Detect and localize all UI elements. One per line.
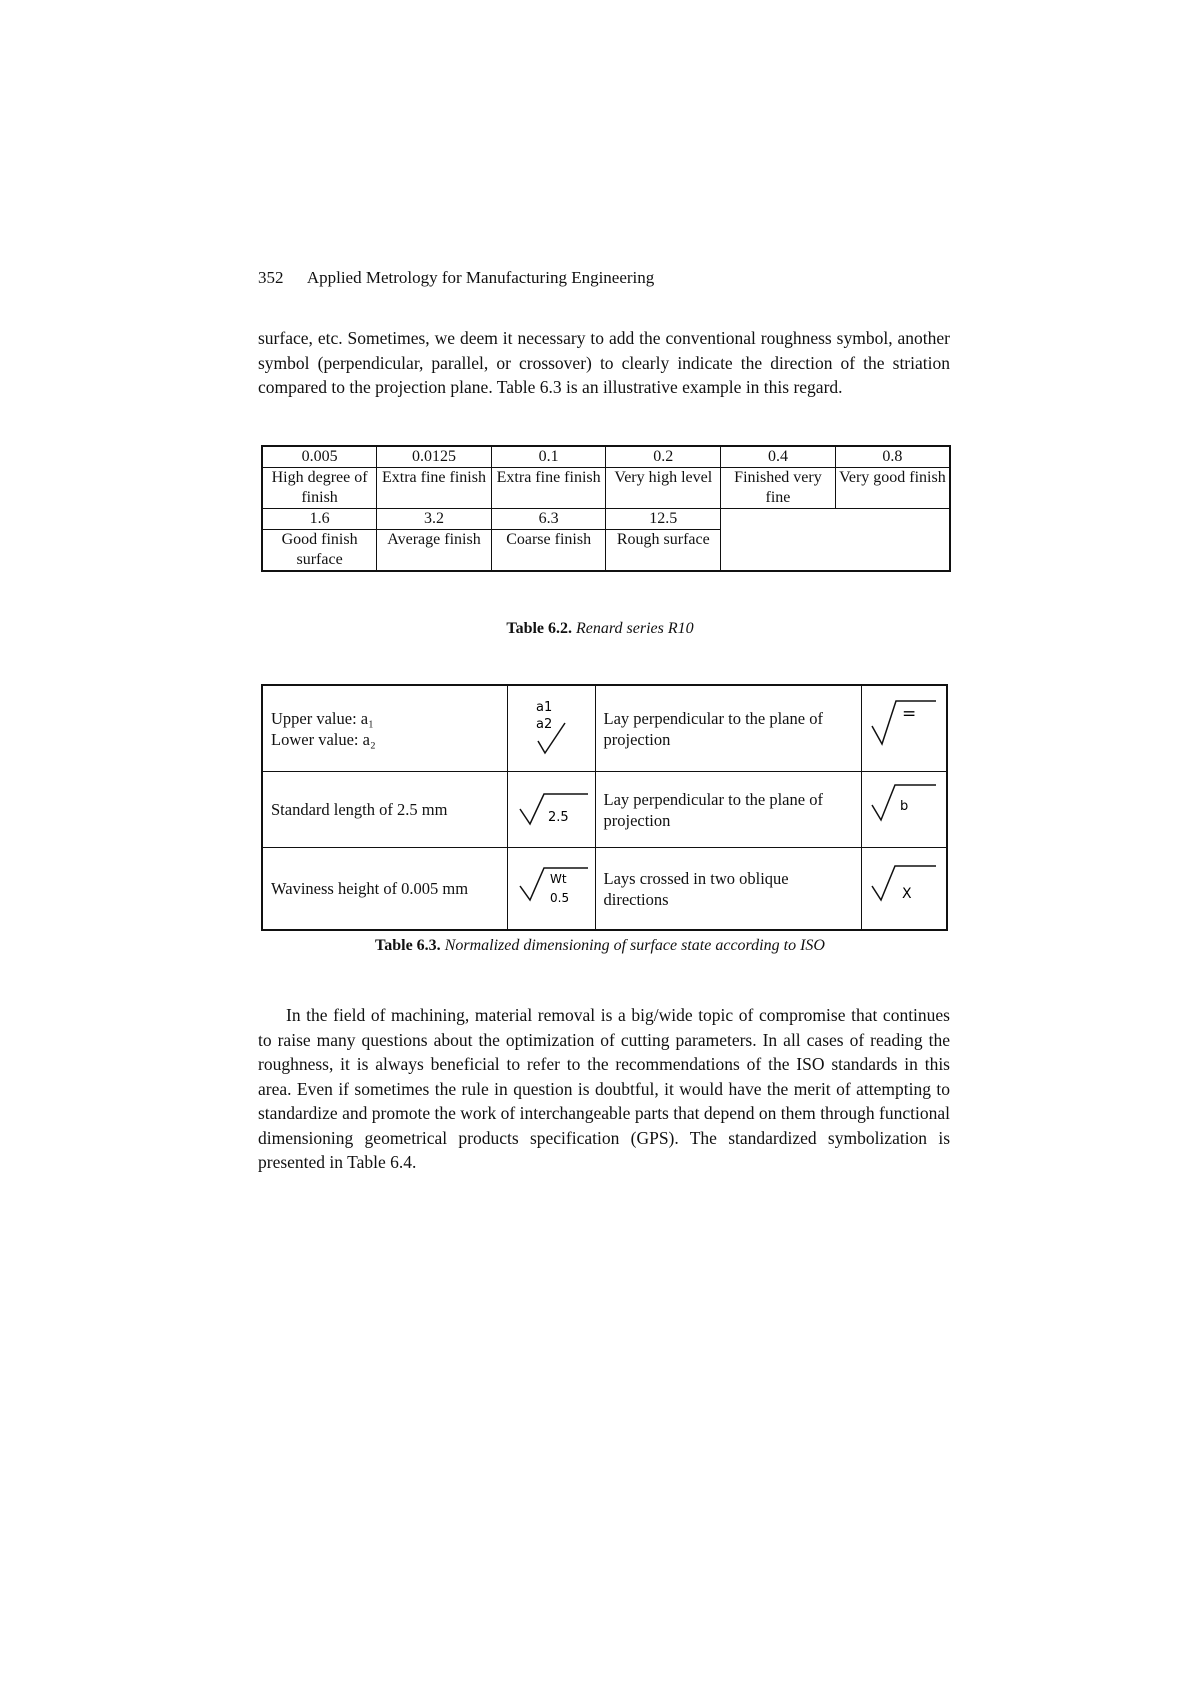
paragraph-intro: surface, etc. Sometimes, we deem it necessary to add the conventional roughness symbol, another symbol (perpendicular, parallel, or crossover) to clearly indicate the direction of the striation compared to the projection plane. Table 6.3 is an illustrative example in this regard.: [258, 328, 950, 397]
table-cell: 0.8: [835, 446, 950, 468]
table-cell: High degree of finish: [262, 468, 377, 509]
table-row: [262, 848, 947, 931]
table-cell: Good finish surface: [262, 530, 377, 572]
caption-label: Table 6.3.: [375, 937, 441, 954]
description-cell: [262, 772, 507, 848]
table-cell: Finished very fine: [721, 468, 836, 509]
table-cell: 6.3: [491, 509, 606, 530]
symbol-text: a1: [535, 700, 552, 715]
table-cell: 3.2: [377, 509, 492, 530]
table-cell: Extra fine finish: [491, 468, 606, 509]
table-caption-6-3: [0, 937, 1200, 955]
table-cell: 0.005: [262, 446, 377, 468]
waviness-symbol-icon: [508, 848, 596, 924]
lay-symbol-cell: [861, 848, 947, 931]
roughness-symbol-cell: [507, 772, 595, 848]
table-cell: Rough surface: [606, 530, 721, 572]
lay-symbol-cell: [861, 772, 947, 848]
table-renard-series: [261, 445, 951, 572]
lay-description-cell: Lay perpendicular to the plane of projection: [595, 685, 861, 772]
description-cell: [262, 685, 507, 772]
table-cell: 0.1: [491, 446, 606, 468]
table-row: [262, 772, 947, 848]
table-iso-dimensioning: [261, 684, 948, 931]
lay-symbol-text: b: [899, 799, 908, 814]
lay-multidirectional-icon: [862, 772, 948, 842]
roughness-symbol-cell: [507, 848, 595, 931]
roughness-symbol-icon: [508, 772, 596, 842]
table-row: [262, 446, 950, 468]
table-cell: 0.2: [606, 446, 721, 468]
table-cell: 12.5: [606, 509, 721, 530]
table-cell: Average finish: [377, 530, 492, 572]
lay-symbol-text: =: [901, 704, 916, 724]
description-line: Upper value: a₁: [271, 708, 374, 728]
symbol-text: 2.5: [547, 810, 569, 825]
lay-description-cell: Lay perpendicular to the plane of projection: [595, 772, 861, 848]
roughness-symbol-cell: [507, 685, 595, 772]
lay-symbol-text: X: [901, 886, 912, 902]
lay-crossed-icon: [862, 848, 948, 924]
caption-text: Renard series R10: [576, 620, 694, 637]
table-row: [262, 509, 950, 530]
table-cell: Very high level: [606, 468, 721, 509]
lay-symbol-cell: [861, 685, 947, 772]
table-cell: Very good finish: [835, 468, 950, 509]
page-number: 352: [258, 268, 284, 287]
lay-perpendicular-icon: [862, 686, 948, 766]
caption-label: Table 6.2.: [506, 620, 573, 637]
caption-text: Normalized dimensioning of surface state according to ISO: [444, 937, 825, 954]
description-line: Standard length of 2.5 mm: [271, 800, 448, 819]
table-empty-cell: [721, 509, 950, 572]
table-cell: Extra fine finish: [377, 468, 492, 509]
description-cell: [262, 848, 507, 931]
description-line: Lower value: a₂: [271, 729, 376, 749]
running-header: [258, 268, 654, 288]
running-title: Applied Metrology for Manufacturing Engineering: [306, 268, 655, 287]
table-cell: 0.0125: [377, 446, 492, 468]
table-row: [262, 468, 950, 509]
table-caption-6-2: [0, 620, 1200, 638]
table-cell: 0.4: [721, 446, 836, 468]
symbol-text: 0.5: [549, 891, 569, 905]
roughness-symbol-icon: [508, 686, 596, 766]
description-line: Waviness height of 0.005 mm: [271, 879, 469, 898]
symbol-text: a2: [535, 717, 552, 732]
table-row: [262, 685, 947, 772]
table-cell: Coarse finish: [491, 530, 606, 572]
symbol-text: Wt: [549, 872, 567, 886]
lay-description-cell: Lays crossed in two oblique directions: [595, 848, 861, 931]
table-cell: 1.6: [262, 509, 377, 530]
paragraph-machining: In the field of machining, material removal is a big/wide topic of compromise that continues to raise many questions about the optimization of cutting parameters. In all cases of reading the roughness, it is always beneficial to refer to the recommendations of the ISO standards in this area. Even if sometimes the rule in question is doubtful, it would have the merit of attempting to standardize and promote the work of interchangeable parts that depend on them through functional dimensioning geometrical products specification (GPS). The standardized symbolization is presented in Table 6.4.: [258, 1005, 950, 1172]
